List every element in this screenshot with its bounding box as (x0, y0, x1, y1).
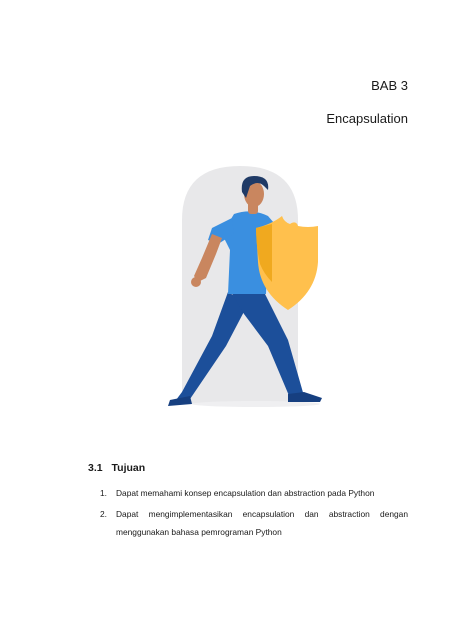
list-item-text: Dapat memahami konsep encapsulation dan abstraction pada Python (116, 488, 375, 498)
list-marker: 2. (100, 509, 107, 519)
section-title: Tujuan (111, 462, 146, 474)
page-title: Encapsulation (326, 111, 408, 126)
back-hand (191, 277, 201, 287)
front-shoe (288, 392, 322, 402)
person-with-shield-icon (168, 164, 344, 414)
section-heading (88, 462, 145, 474)
list-item (100, 505, 408, 541)
objective-list (100, 484, 408, 544)
list-item (100, 484, 408, 502)
list-marker: 1. (100, 488, 107, 498)
list-item-text: Dapat mengimplementasikan encapsulation dan abstraction dengan menggunakan bahasa pemrograman Python (116, 509, 408, 537)
chapter-label: BAB 3 (371, 78, 408, 93)
section-number: 3.1 (88, 462, 103, 474)
